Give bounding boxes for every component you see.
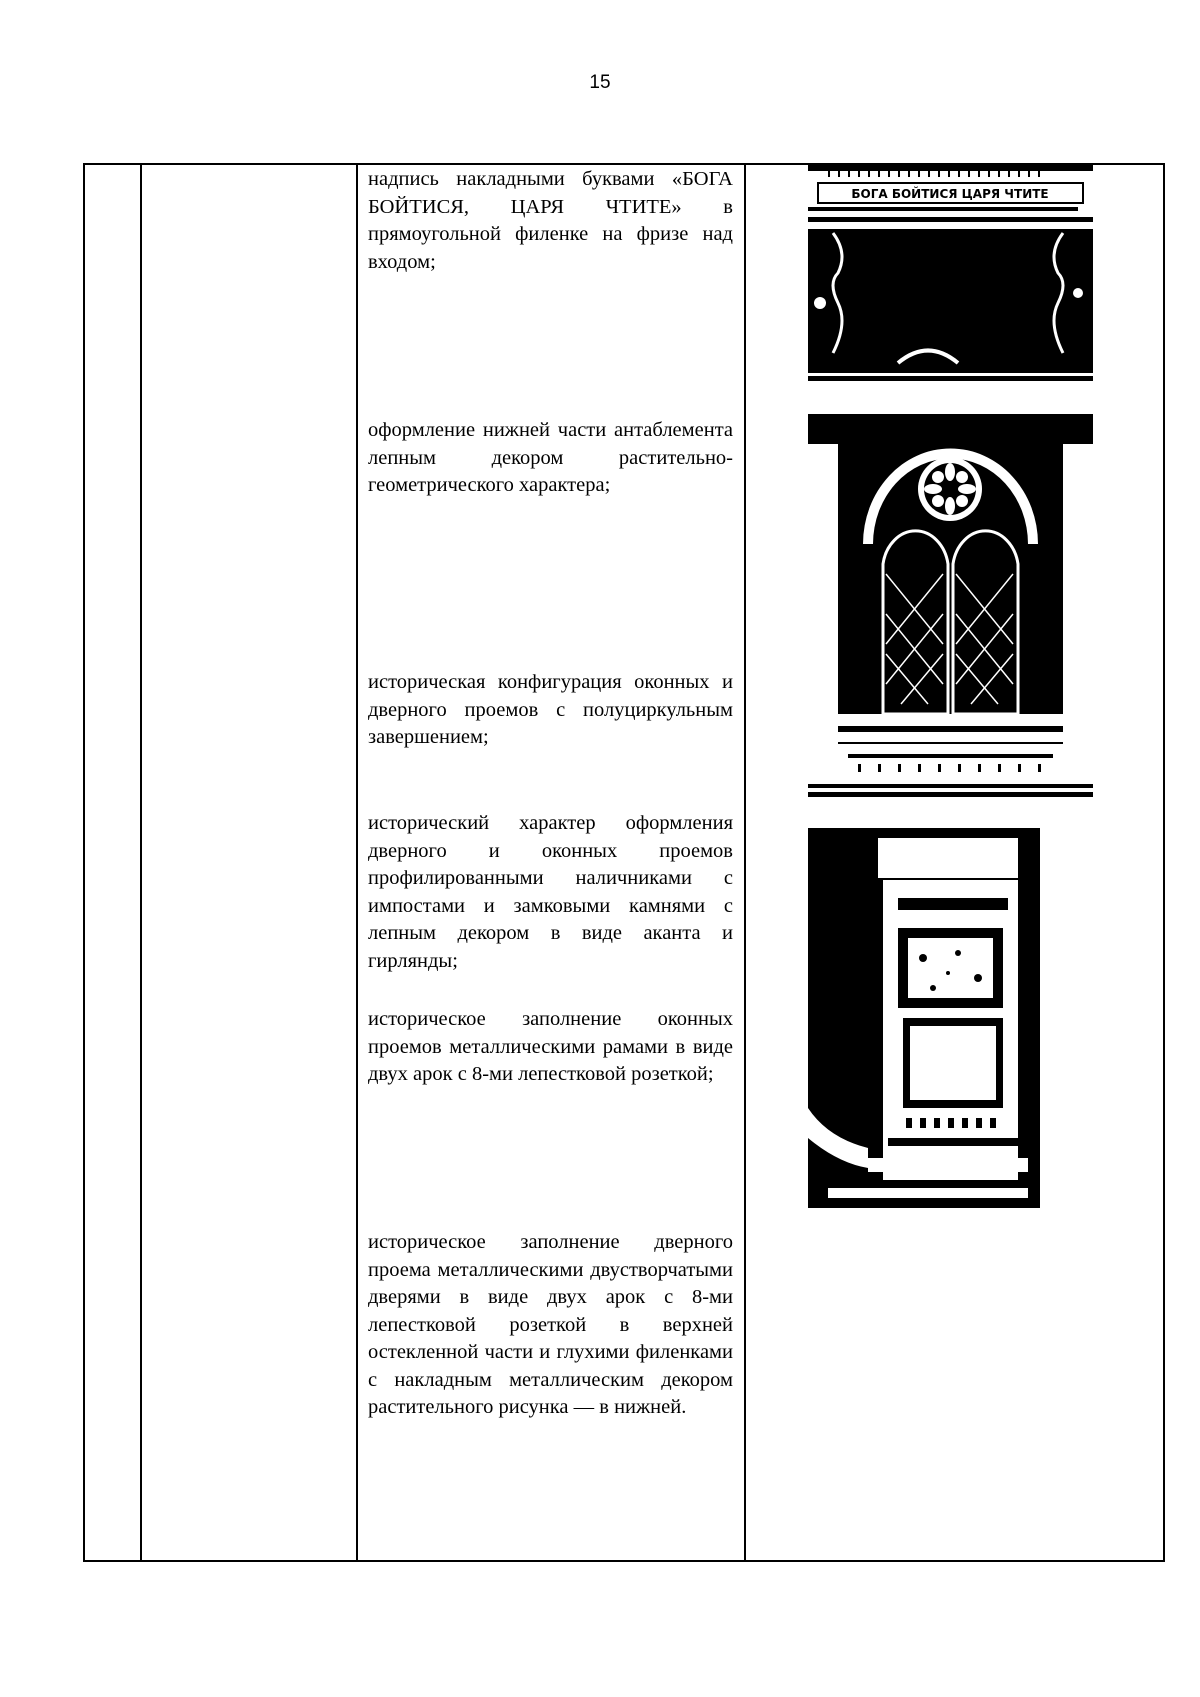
door-panel-photo (808, 828, 1040, 1208)
feature-text-entablature: оформление нижней части антаблемента лепным декором растительно-геометрического характера; (368, 419, 733, 496)
arched-window-photo (808, 414, 1093, 797)
feature-text-surrounds: исторический характер оформления дверного и оконных проемов профилированными наличниками с импостами и замковыми камнями с лепным декором в виде аканта и гирлянды; (368, 812, 733, 972)
column-divider-3 (744, 163, 746, 1562)
column-divider-2 (356, 163, 358, 1562)
page-number: 15 (589, 72, 611, 93)
column-divider-1 (140, 163, 142, 1562)
feature-text-inscription: надпись накладными буквами «БОГА БОЙТИСЯ, ЦАРЯ ЧТИТЕ» в прямоугольной филенке на фризе над входом; (368, 168, 733, 273)
feature-text-window-fill: историческое заполнение оконных проемов металлическими рамами в виде двух арок с 8-ми лепестковой розеткой; (368, 1008, 733, 1085)
svg-text:БОГА БОЙТИСЯ ЦАРЯ ЧТИТЕ: БОГА БОЙТИСЯ ЦАРЯ ЧТИТЕ (851, 187, 1049, 201)
feature-text-door-fill: историческое заполнение дверного проема металлическими двустворчатыми дверями в виде двух арок с 8-ми лепестковой розеткой в верхней остекленной части и глухими филенками с накладным металлическим декором растительного рисунка — в нижней. (368, 1231, 733, 1418)
frieze-inscription-photo (808, 163, 1093, 381)
feature-text-openings-configuration: историческая конфигурация оконных и дверного проемов с полуциркульным завершением; (368, 671, 733, 748)
